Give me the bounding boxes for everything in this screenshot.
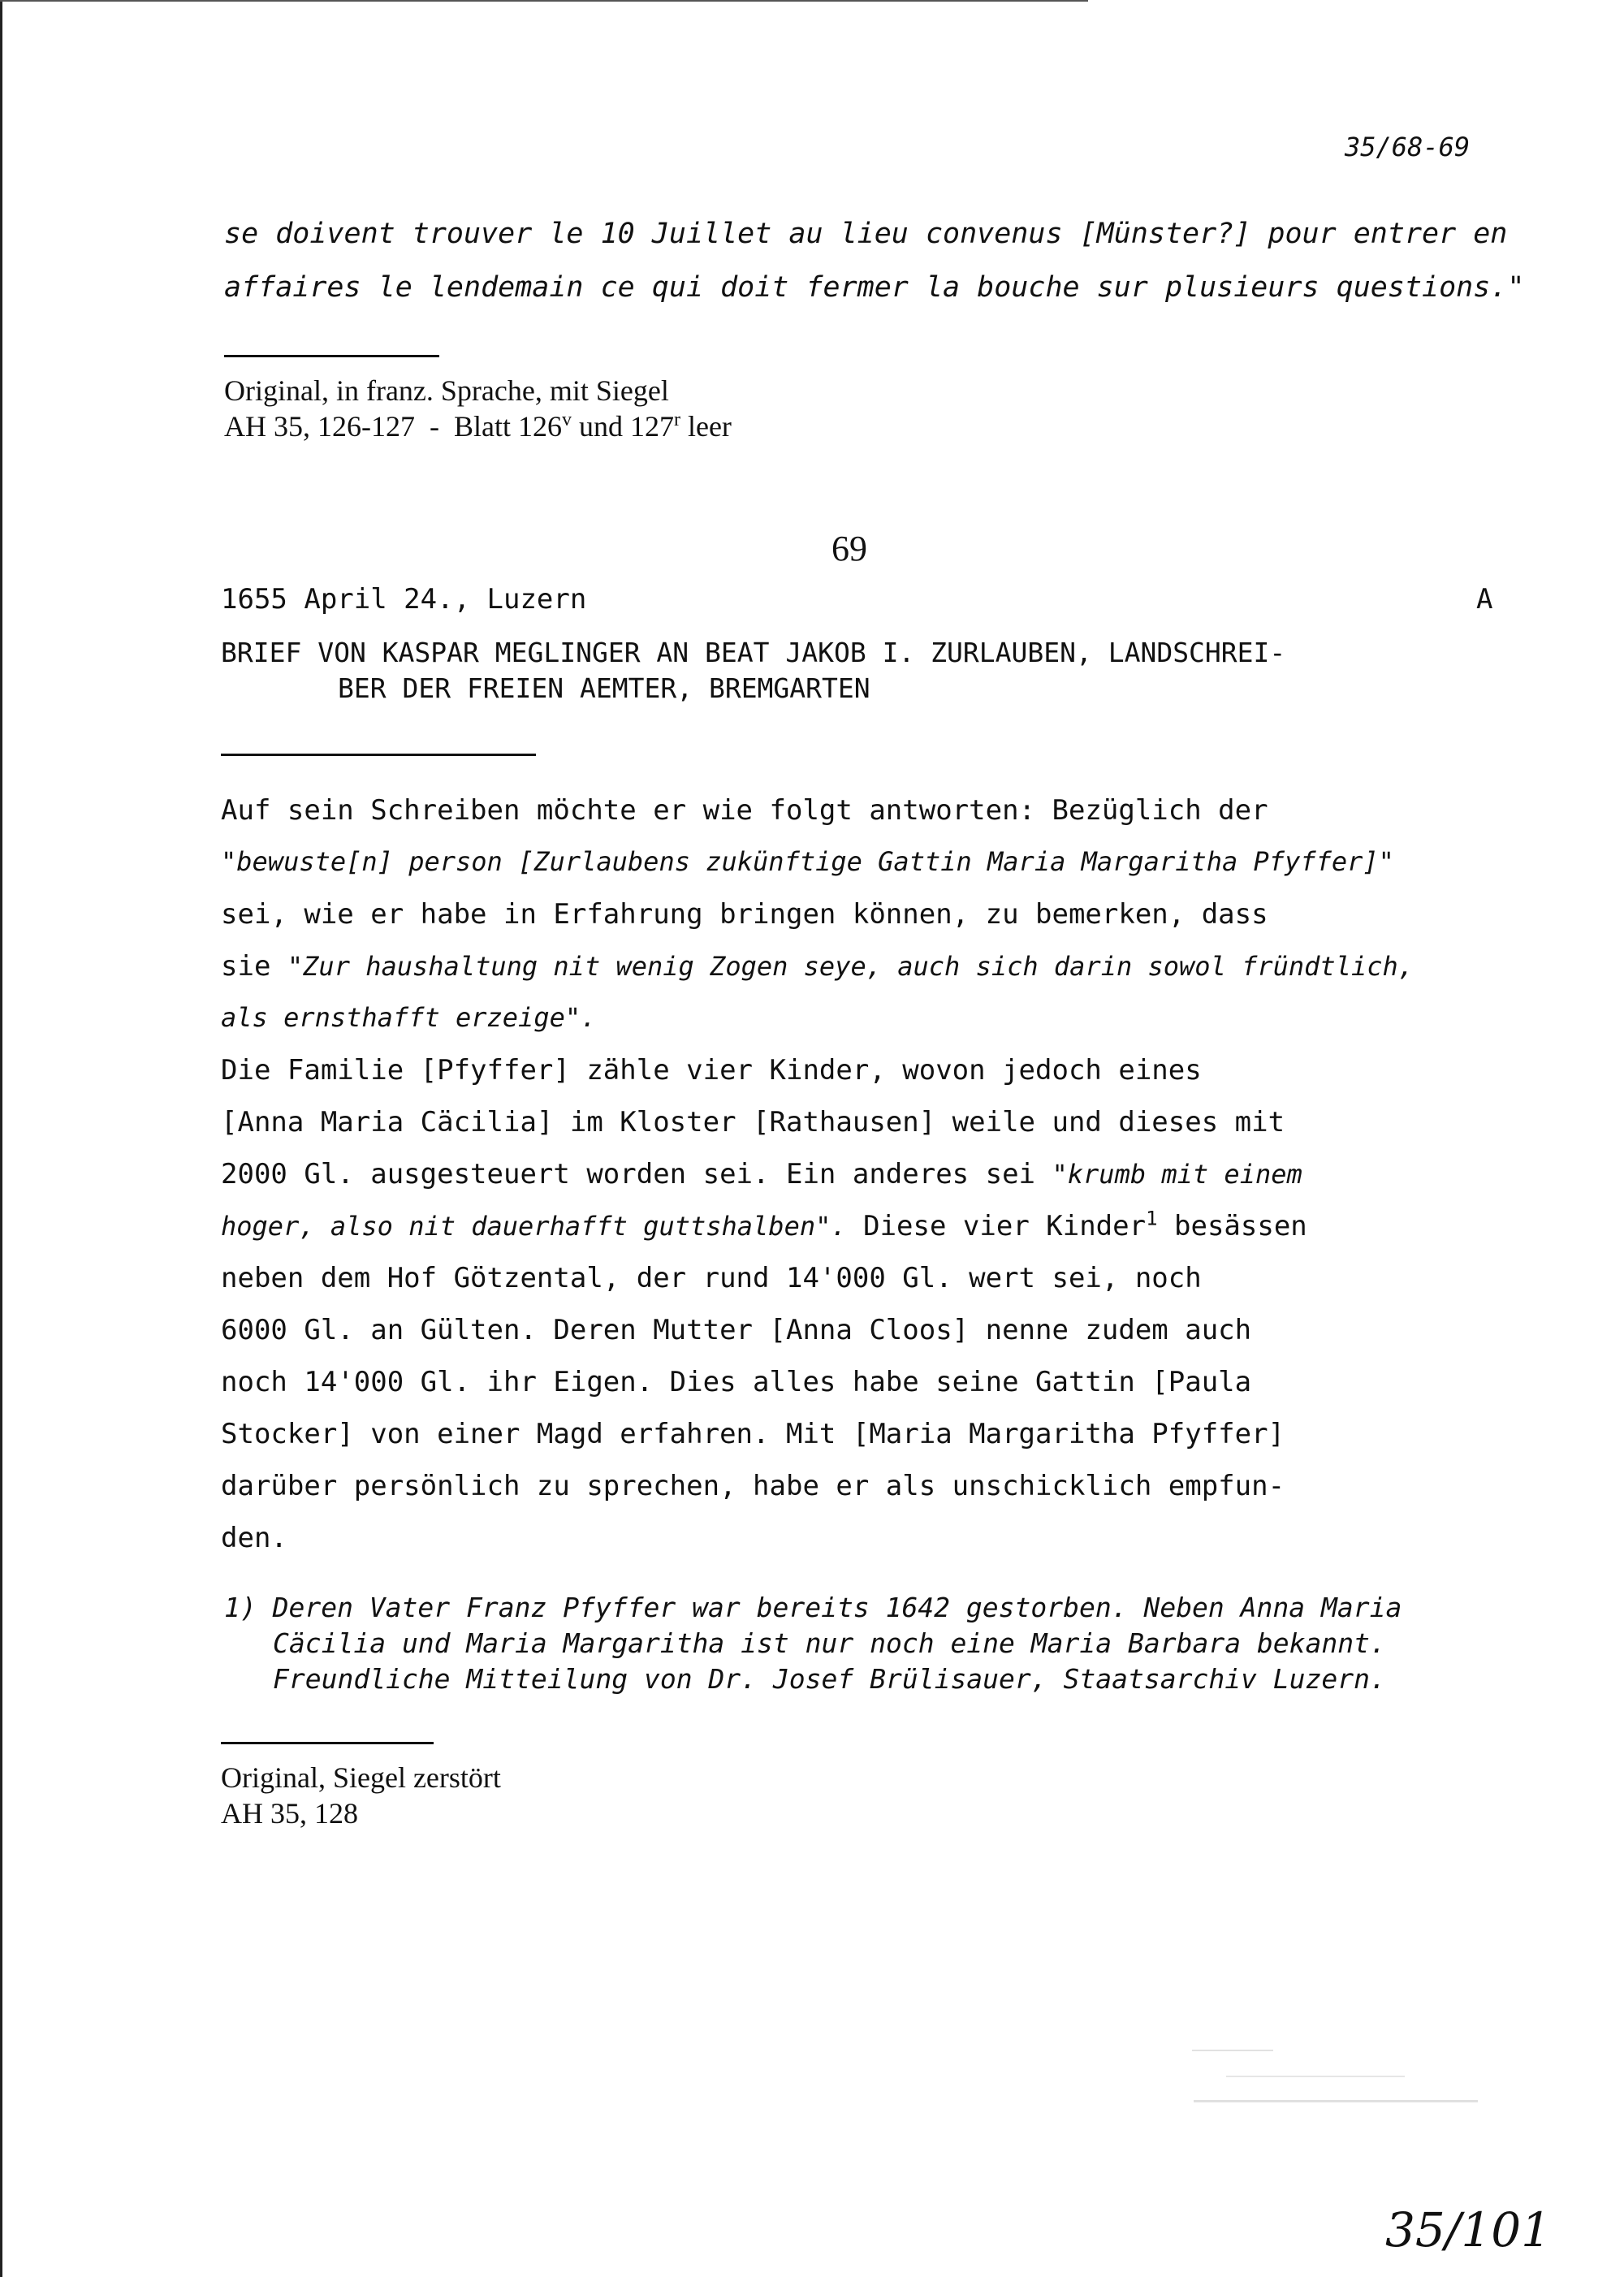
footnote-reference: 1 — [1146, 1207, 1158, 1230]
scan-noise-2 — [1226, 2076, 1405, 2077]
scan-edge-left — [0, 0, 2, 2277]
page-reference: 35/68-69 — [1345, 132, 1471, 162]
body-line-9-plain-2: besässen — [1157, 1210, 1307, 1242]
prev-quote-line-1: se doivent trouver le 10 Juillet au lieu convenus [Münster?] pour entrer en — [224, 218, 1508, 250]
body-line-4-quote: "Zur haushaltung nit wenig Zogen seye, auch sich darin sowol fründtlich, — [287, 951, 1415, 982]
prev-source-text-a: AH 35, 126-127 - Blatt 126 — [224, 410, 562, 443]
prev-source-text-c: leer — [680, 410, 732, 443]
document-title-line-2: BER DER FREIEN AEMTER, BREMGARTEN — [338, 672, 870, 704]
document-title-line-1: BRIEF VON KASPAR MEGLINGER AN BEAT JAKOB I. ZURLAUBEN, LANDSCHREI- — [221, 637, 1286, 668]
body-line-11: 6000 Gl. an Gülten. Deren Mutter [Anna Cloos] nenne zudem auch — [221, 1314, 1252, 1346]
body-line-13: Stocker] von einer Magd erfahren. Mit [Maria Margaritha Pfyffer] — [221, 1418, 1285, 1450]
source-line-1: Original, Siegel zerstört — [221, 1761, 501, 1794]
body-line-5: als ernsthafft erzeige". — [221, 1002, 597, 1033]
body-line-10: neben dem Hof Götzental, der rund 14'000 Gl. wert sei, noch — [221, 1262, 1202, 1294]
body-line-4-plain: sie — [221, 950, 287, 983]
body-line-6: Die Familie [Pfyffer] zähle vier Kinder, wovon jedoch eines — [221, 1054, 1202, 1087]
folio-handwritten-number: 35/101 — [1385, 2202, 1552, 2258]
body-line-3: sei, wie er habe in Erfahrung bringen können, zu bemerken, dass — [221, 898, 1268, 931]
document-date-place: 1655 April 24., Luzern — [221, 583, 587, 616]
document-number: 69 — [831, 529, 867, 568]
body-line-9-plain: Diese vier Kinder — [846, 1210, 1147, 1242]
body-line-4 — [221, 950, 1414, 983]
body-line-8-plain: 2000 Gl. ausgesteuert worden sei. Ein anderes sei — [221, 1158, 1052, 1190]
prev-source-line-2 — [224, 409, 732, 443]
prev-source-sup-r: r — [673, 409, 680, 430]
body-line-8 — [221, 1158, 1302, 1190]
body-line-12: noch 14'000 Gl. ihr Eigen. Dies alles habe seine Gattin [Paula — [221, 1366, 1252, 1398]
footnote-line-3: Freundliche Mitteilung von Dr. Josef Brülisauer, Staatsarchiv Luzern. — [273, 1663, 1386, 1695]
body-line-1: Auf sein Schreiben möchte er wie folgt antworten: Bezüglich der — [221, 794, 1268, 827]
document-marker: A — [1476, 583, 1493, 616]
body-line-8-quote: "krumb mit einem — [1052, 1159, 1302, 1190]
source-line-2: AH 35, 128 — [221, 1797, 358, 1830]
separator-rule-prev — [224, 355, 439, 357]
separator-rule-source — [221, 1742, 434, 1744]
scan-noise-1 — [1192, 2050, 1273, 2051]
body-line-14: darüber persönlich zu sprechen, habe er als unschicklich empfun- — [221, 1470, 1285, 1502]
scan-edge-top — [0, 0, 1088, 2]
body-line-7: [Anna Maria Cäcilia] im Kloster [Rathausen] weile und dieses mit — [221, 1106, 1285, 1138]
separator-rule-title — [221, 754, 536, 756]
prev-quote-line-2: affaires le lendemain ce qui doit fermer la bouche sur plusieurs questions." — [224, 271, 1525, 304]
scan-noise-3 — [1194, 2100, 1478, 2102]
body-line-15: den. — [221, 1522, 287, 1554]
footnote-line-2: Cäcilia und Maria Margaritha ist nur noch eine Maria Barbara bekannt. — [273, 1627, 1386, 1659]
body-line-9 — [221, 1207, 1307, 1242]
body-line-2: "bewuste[n] person [Zurlaubens zukünftige Gattin Maria Margaritha Pfyffer]" — [221, 846, 1394, 877]
prev-source-sup-v: v — [561, 409, 572, 430]
prev-source-text-b: und 127 — [571, 410, 674, 443]
prev-source-line-1: Original, in franz. Sprache, mit Siegel — [224, 374, 669, 407]
footnote-line-1: 1) Deren Vater Franz Pfyffer war bereits 1642 gestorben. Neben Anna Maria — [224, 1592, 1402, 1623]
body-line-9-quote: hoger, also nit dauerhafft guttshalben". — [221, 1211, 847, 1242]
